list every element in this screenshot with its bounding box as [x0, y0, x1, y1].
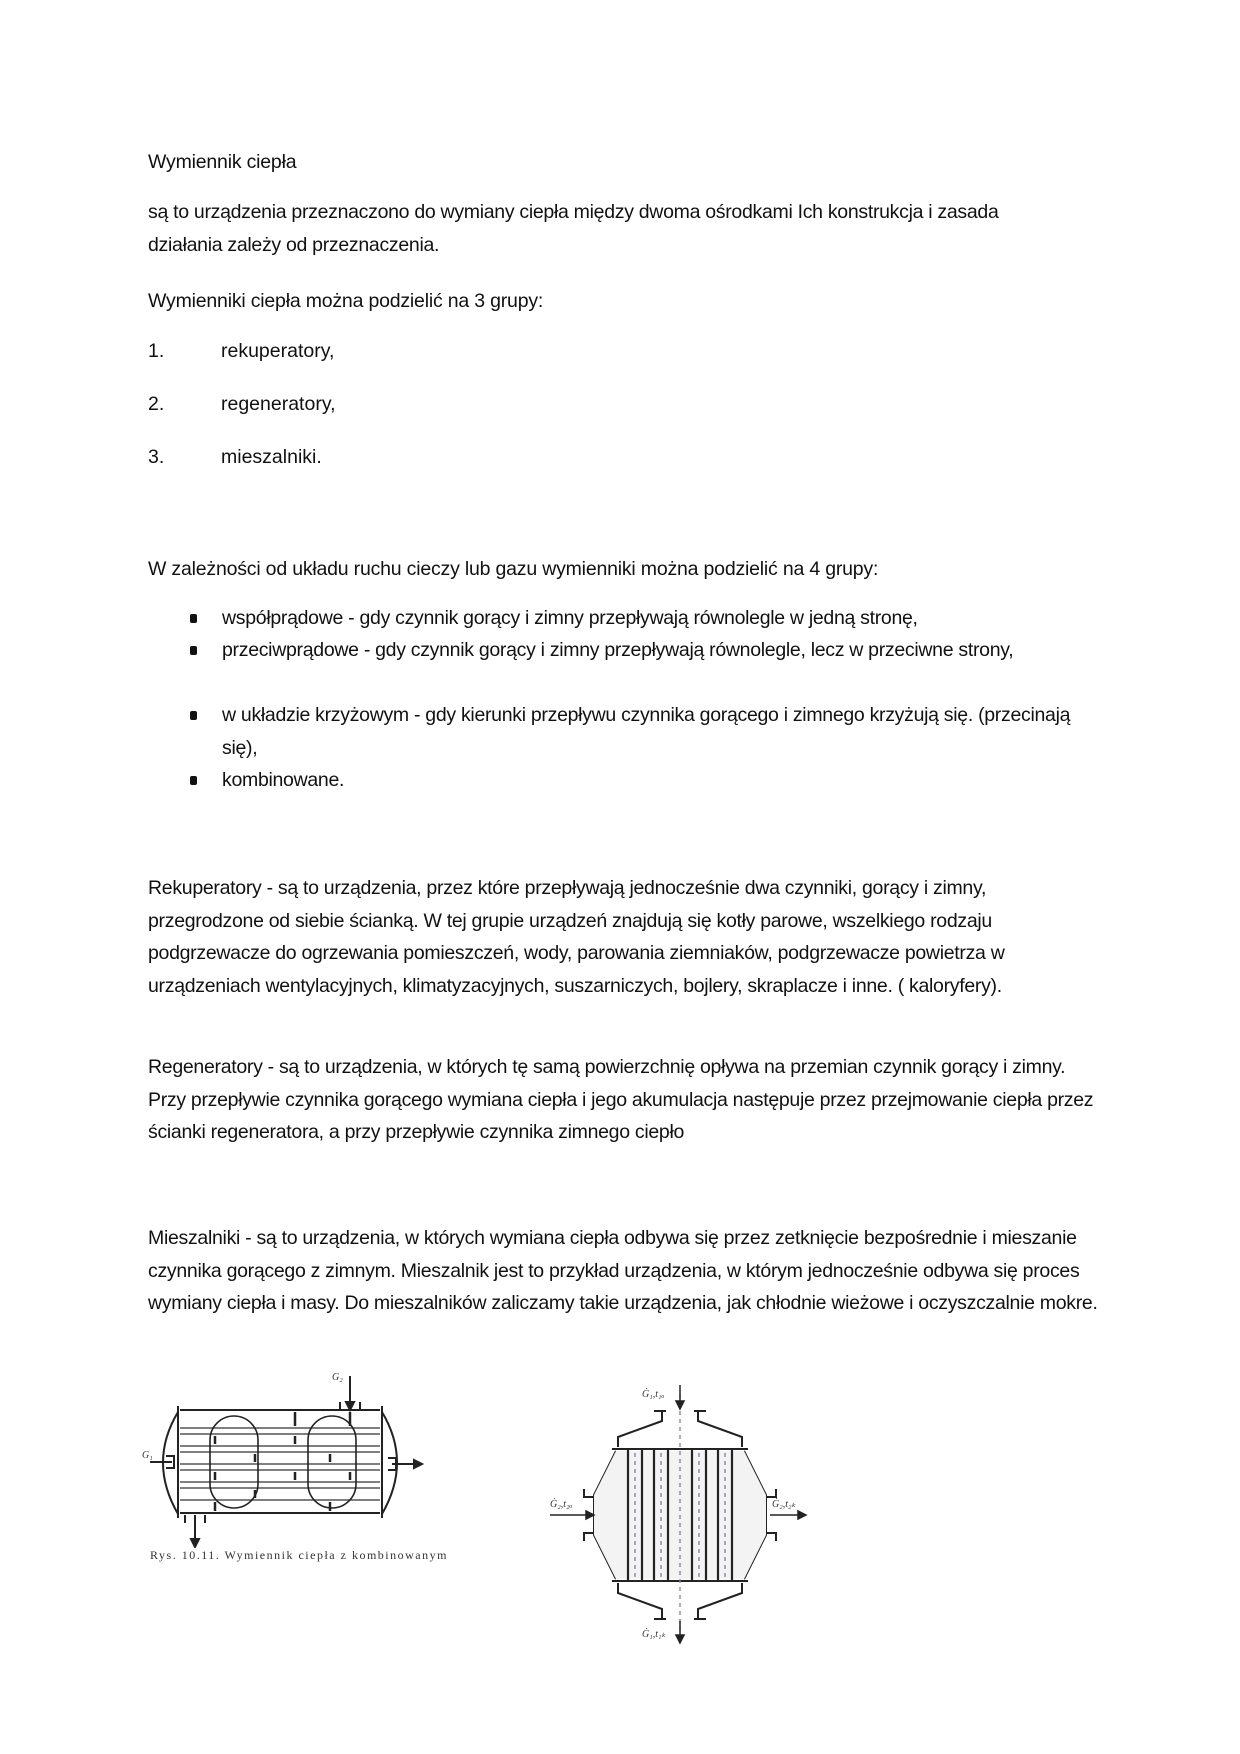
- label-top: G₂: [332, 1372, 343, 1383]
- figure-caption: Rys. 10.11. Wymiennik ciepła z kombinowanym: [150, 1548, 448, 1562]
- bullet-icon: [190, 646, 197, 655]
- list-item: mieszalniki.: [221, 446, 322, 468]
- list-item: w układzie krzyżowym - gdy kierunki przepływu czynnika gorącego i zimnego krzyżują się. (przecinają się),: [222, 704, 1071, 759]
- bullet-icon: [190, 614, 197, 623]
- document-title: Wymiennik ciepła: [148, 151, 297, 173]
- figure-tube-exchanger: [550, 1385, 810, 1645]
- list-item: kombinowane.: [222, 769, 345, 791]
- list-number: 1.: [148, 340, 165, 362]
- bullet-icon: [190, 776, 197, 785]
- label-right: Ġ₂,t₂ₖ: [772, 1499, 796, 1510]
- figure-combined-exchanger: [140, 1368, 460, 1548]
- intro-paragraph: są to urządzenia przeznaczono do wymiany ciepła między dwoma ośrodkami Ich konstrukcja i zasada działania zależy od przeznaczenia.: [148, 201, 999, 256]
- list-item: przeciwprądowe - gdy czynnik gorący i zimny przepływają równolegle, lecz w przeciwne strony,: [222, 639, 1014, 661]
- regeneratory-paragraph: Regeneratory - są to urządzenia, w których tę samą powierzchnię opływa na przemian czynnik gorący i zimny. Przy przepływie czynnika gorącego wymiana ciepła i jego akumulacja następuje przez przejmowanie ciepła przez ścianki regeneratora, a przy przepływie czynnika zimnego ciepło: [148, 1056, 1094, 1143]
- list-item: regeneratory,: [221, 393, 336, 415]
- label-inlet: G₁: [142, 1450, 153, 1461]
- label-top: Ġ₁,t₁ₒ: [642, 1389, 665, 1400]
- list-item: współprądowe - gdy czynnik gorący i zimny przepływają równolegle w jedną stronę,: [222, 607, 918, 629]
- list-number: 2.: [148, 393, 165, 415]
- rekuperatory-paragraph: Rekuperatory - są to urządzenia, przez które przepływają jednocześnie dwa czynniki, gorący i zimny, przegrodzone od siebie ścianką. W tej grupie urządzeń znajdują się kotły parowe, wszelkiego rodzaju podgrzewacze do ogrzewania pomieszczeń, wody, parowania ziemniaków, podgrzewacze powietrza w urządzeniach wentylacyjnych, klimatyzacyjnych, suszarniczych, bojlery, skraplacze i inne. ( kaloryfery).: [148, 877, 1005, 997]
- mieszalniki-paragraph: Mieszalniki - są to urządzenia, w których wymiana ciepła odbywa się przez zetknięcie bezpośrednie i mieszanie czynnika gorącego z zimnym. Mieszalnik jest to przykład urządzenia, w którym jednocześnie odbywa się proces wymiany ciepła i masy. Do mieszalników zaliczamy takie urządzenia, jak chłodnie wieżowe i oczyszczalnie mokre.: [148, 1227, 1098, 1314]
- flow-intro: W zależności od układu ruchu cieczy lub gazu wymienniki można podzielić na 4 grupy:: [148, 558, 879, 580]
- list-number: 3.: [148, 446, 165, 468]
- bullet-icon: [190, 711, 197, 720]
- label-bottom: Ġ₁,t₁ₖ: [642, 1629, 666, 1640]
- list-item: rekuperatory,: [221, 340, 335, 362]
- groups-intro: Wymienniki ciepła można podzielić na 3 grupy:: [148, 290, 544, 312]
- label-left: Ġ₂,t₂ₒ: [550, 1499, 573, 1510]
